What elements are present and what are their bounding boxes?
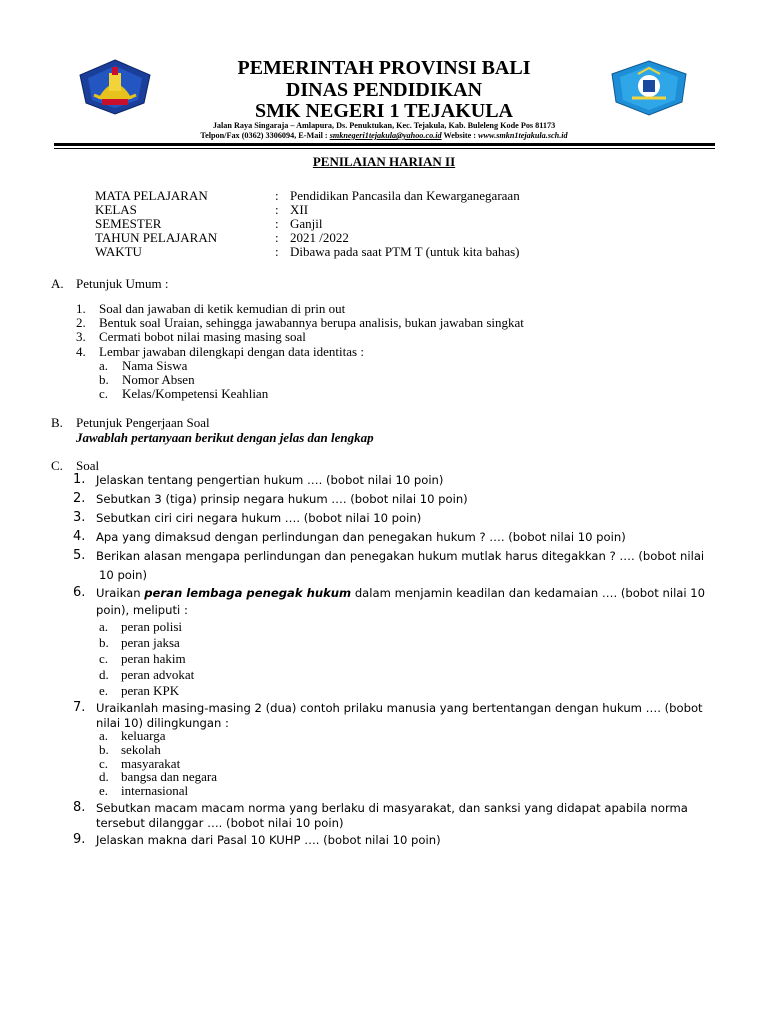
section-b-letter: B.: [51, 415, 63, 430]
question-7: Uraikanlah masing-masing 2 (dua) contoh prilaku manusia yang bertentangan dengan hukum …. (bobot: [96, 701, 703, 715]
question-number: 6.: [73, 585, 86, 600]
info-value: Dibawa pada saat PTM T (untuk kita bahas): [290, 244, 520, 259]
question-3: Sebutkan ciri ciri negara hukum …. (bobot nilai 10 poin): [96, 511, 422, 525]
info-sep: :: [275, 188, 279, 203]
website-prefix: Website :: [441, 131, 479, 140]
info-value: XII: [290, 202, 309, 217]
q6-post: dalam menjamin keadilan dan kedamaian …. (bobot nilai 10: [351, 586, 706, 600]
section-a-title: Petunjuk Umum :: [76, 276, 169, 291]
question-5-cont: 10 poin): [99, 568, 147, 582]
sub-letter: b.: [99, 635, 109, 650]
sub-item: bangsa dan negara: [121, 769, 218, 785]
sub-letter: b.: [99, 372, 109, 388]
sub-item: masyarakat: [121, 755, 181, 771]
sub-item: Kelas/Kompetensi Keahlian: [122, 386, 269, 402]
question-8-cont: tersebut dilanggar …. (bobot nilai 10 poin): [96, 816, 344, 830]
question-7-cont: nilai 10) dilingkungan :: [96, 716, 229, 730]
section-b-instruction: Jawablah pertanyaan berikut dengan jelas dan lengkap: [76, 430, 374, 445]
sub-letter: c.: [99, 386, 109, 402]
q6-sublist: [121, 619, 194, 699]
sub-item: peran KPK: [121, 683, 180, 698]
question-number: 7.: [73, 700, 86, 715]
info-sep: :: [275, 244, 279, 259]
question-4: Apa yang dimaksud dengan perlindungan dan penegakan hukum ? …. (bobot nilai 10 poin): [96, 530, 626, 544]
contact-phone: Telpon/Fax (0362) 3306094, E-Mail :: [200, 131, 330, 140]
header-school: SMK NEGERI 1 TEJAKULA: [254, 100, 513, 122]
question-number: 5.: [73, 548, 86, 563]
sub-letter: c.: [99, 755, 109, 771]
section-a-list: [99, 302, 524, 359]
question-6-cont: poin), meliputi :: [96, 603, 188, 617]
question-number: 1.: [73, 472, 86, 487]
list-item: Soal dan jawaban di ketik kemudian di prin out: [99, 301, 346, 316]
website-link[interactable]: www.smkn1tejakula.sch.id: [478, 131, 568, 140]
sub-item: internasional: [121, 783, 189, 799]
section-c-letter: C.: [51, 458, 63, 473]
sub-letter: e.: [99, 783, 109, 799]
sub-item: peran hakim: [121, 651, 186, 666]
question-number: 3.: [73, 510, 86, 525]
sub-item: sekolah: [121, 741, 161, 757]
info-label: KELAS: [95, 202, 137, 217]
sub-letter: a.: [99, 619, 109, 634]
info-label: MATA PELAJARAN: [95, 188, 208, 203]
sub-letter: b.: [99, 741, 109, 757]
sub-letter: a.: [99, 728, 109, 743]
info-value: Pendidikan Pancasila dan Kewarganegaraan: [290, 188, 520, 203]
header-divider-thin: [54, 148, 715, 149]
list-item: Cermati bobot nilai masing masing soal: [99, 329, 306, 345]
header-agency: DINAS PENDIDIKAN: [285, 79, 483, 101]
sub-item: peran advokat: [121, 667, 195, 682]
info-labels: [95, 189, 217, 259]
sub-item: Nomor Absen: [122, 372, 195, 388]
section-c-title: Soal: [76, 458, 100, 473]
list-item: Lembar jawaban dilengkapi dengan data identitas :: [99, 343, 364, 359]
list-number: 3.: [76, 329, 86, 345]
info-sep: :: [275, 230, 279, 245]
email-link[interactable]: smknegeri1tejakula@yahoo.co.id: [329, 131, 442, 140]
header-contact: [0, 131, 768, 140]
sub-item: peran jaksa: [121, 635, 180, 650]
sub-item: keluarga: [121, 728, 166, 743]
q6-pre: Uraikan: [96, 586, 145, 600]
info-label: TAHUN PELAJARAN: [95, 230, 218, 245]
info-value: 2021 /2022: [290, 230, 349, 245]
q6-letters: [99, 619, 109, 699]
question-1: Jelaskan tentang pengertian hukum …. (bobot nilai 10 poin): [96, 473, 444, 487]
info-label: WAKTU: [95, 244, 142, 259]
question-2: Sebutkan 3 (tiga) prinsip negara hukum …. (bobot nilai 10 poin): [96, 492, 468, 506]
sub-letter: e.: [99, 683, 109, 698]
question-5: Berikan alasan mengapa perlindungan dan penegakan hukum mutlak harus ditegakkan ? …. (bobot nilai: [96, 549, 705, 563]
question-number: 9.: [73, 832, 86, 847]
list-number: 1.: [76, 301, 86, 316]
sub-item: Nama Siswa: [122, 358, 188, 373]
sub-item: peran polisi: [121, 619, 183, 634]
question-8: Sebutkan macam macam norma yang berlaku di masyarakat, dan sanksi yang didapat apabila norma: [96, 801, 688, 815]
sub-letter: d.: [99, 769, 109, 785]
info-sep: :: [275, 216, 279, 231]
info-values: [290, 189, 520, 259]
question-9: Jelaskan makna dari Pasal 10 KUHP …. (bobot nilai 10 poin): [96, 833, 441, 847]
q7-sublist: [121, 729, 217, 798]
info-separators: [275, 189, 279, 259]
section-a-sublist: [122, 359, 268, 402]
question-number: 8.: [73, 800, 86, 815]
info-value: Ganjil: [290, 216, 323, 231]
sub-letter: c.: [99, 651, 109, 666]
question-6: [96, 586, 705, 600]
section-a-numbers: [76, 302, 86, 359]
section-a-sub-letters: [99, 359, 109, 402]
q6-emphasis: peran lembaga penegak hukum: [144, 586, 352, 600]
sub-letter: a.: [99, 358, 109, 373]
section-a-letter: A.: [51, 276, 64, 291]
list-number: 4.: [76, 343, 86, 359]
q7-letters: [99, 729, 109, 798]
header-divider-thick: [54, 143, 715, 146]
list-number: 2.: [76, 315, 86, 331]
sub-letter: d.: [99, 667, 109, 682]
question-number: 4.: [73, 529, 86, 544]
header-province: PEMERINTAH PROVINSI BALI: [237, 57, 531, 79]
info-label: SEMESTER: [95, 216, 162, 231]
doc-title: PENILAIAN HARIAN II: [312, 154, 456, 169]
list-item: Bentuk soal Uraian, sehingga jawabannya berupa analisis, bukan jawaban singkat: [99, 315, 524, 331]
header-address: Jalan Raya Singaraja – Amlapura, Ds. Penuktukan, Kec. Tejakula, Kab. Buleleng Kode Pos 81173: [212, 121, 556, 130]
section-b-title: Petunjuk Pengerjaan Soal: [76, 415, 210, 430]
question-number: 2.: [73, 491, 86, 506]
info-sep: :: [275, 202, 279, 217]
